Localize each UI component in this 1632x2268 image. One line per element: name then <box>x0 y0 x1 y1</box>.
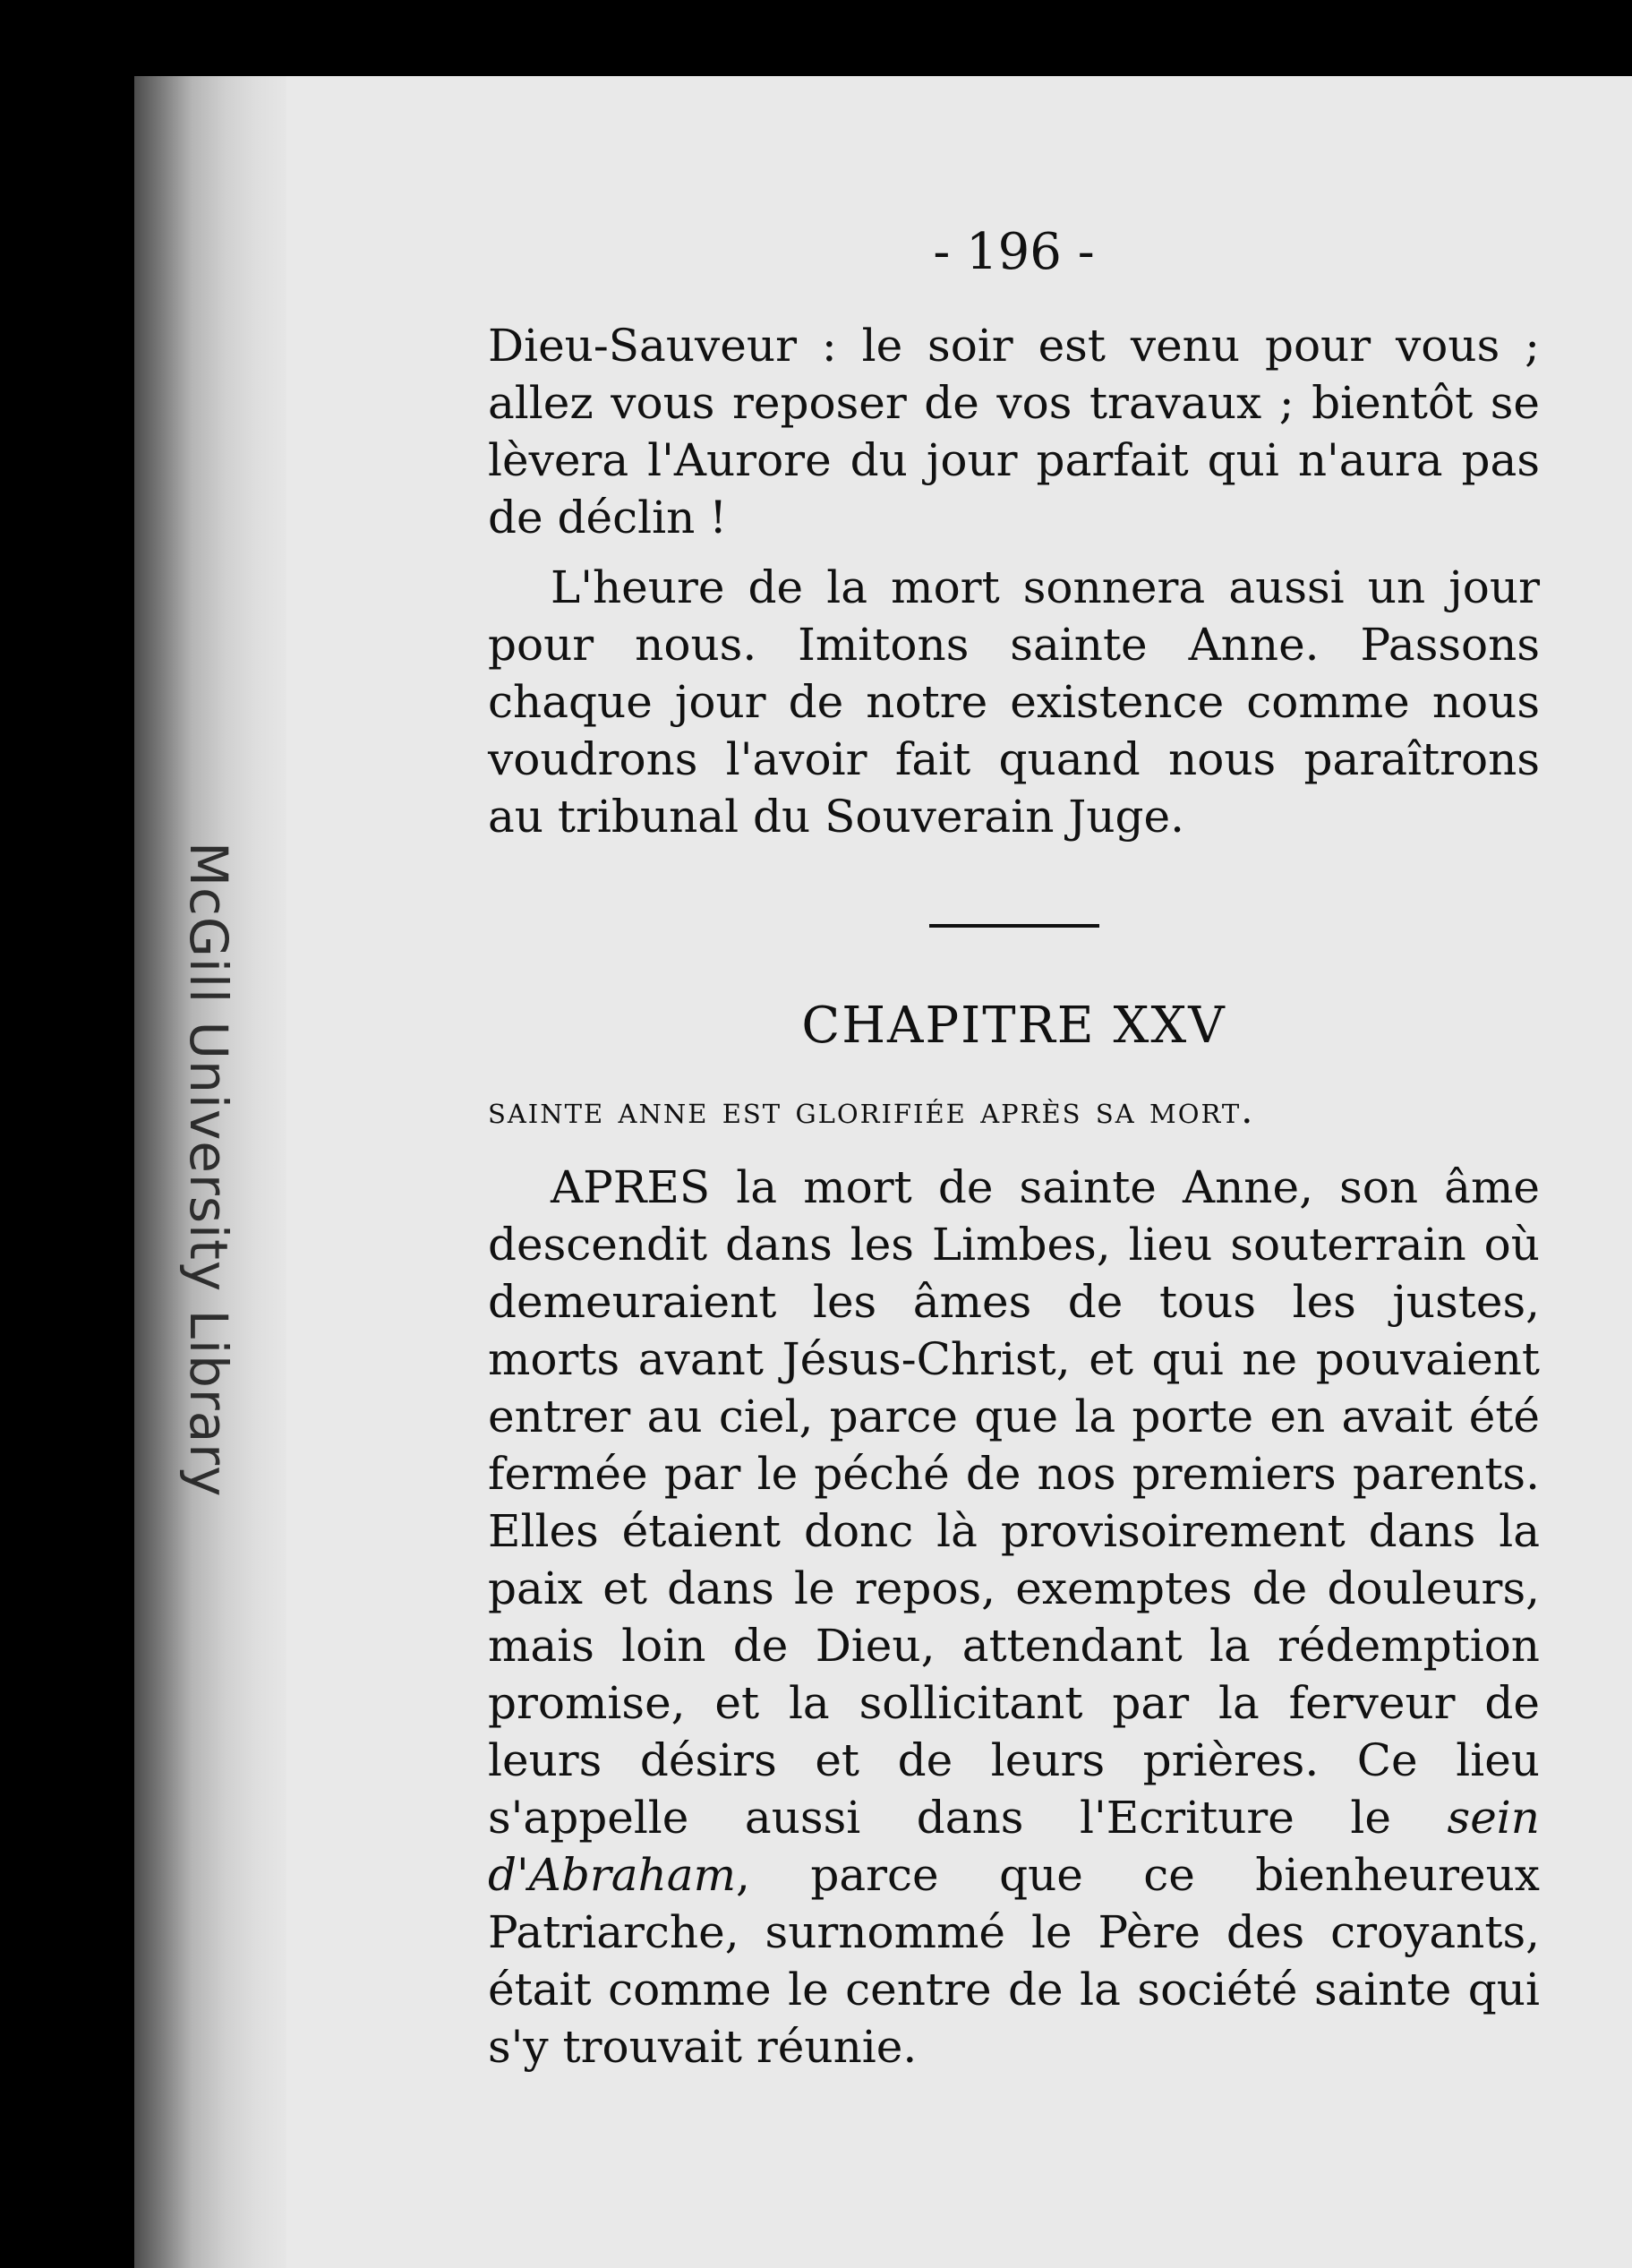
chapter-title: CHAPITRE XXV <box>801 997 1226 1055</box>
paragraph-2: L'heure de la mort sonnera aussi un jour pour nous. Imitons sainte Anne. Passons chaque jour de notre existence comme nous voudrons l'avoir fait quand nous paraîtrons au tribunal du Souverain Juge. <box>488 561 1540 843</box>
paragraph-3-text-end: , parce que ce bienheureux Patriarche, surnommé le Père des croyants, était comme le centre de la société sainte qui s'y trouvait réunie. <box>488 1849 1540 2073</box>
paragraph-3-opening-word: APRES <box>551 1161 711 1213</box>
page-number: - 196 - <box>933 223 1095 281</box>
paragraph-1: Dieu-Sauveur : le soir est venu pour vous ; allez vous reposer de vos travaux ; bientôt se lèvera l'Aurore du jour parfait qui n'aura pas de déclin ! <box>488 320 1540 543</box>
section-divider <box>929 924 1099 928</box>
chapter-subtitle: sainte anne est glorifiée après sa mort. <box>488 1088 1255 1132</box>
page-text <box>488 224 1540 2075</box>
spine-library-label: McGill University Library <box>178 842 239 1498</box>
paragraph-3 <box>488 1159 1540 2075</box>
paragraph-3-text: la mort de sainte Anne, son âme descendit dans les Limbes, lieu souterrain où demeuraient les âmes de tous les justes, morts avant Jésus-Christ, et qui ne pouvaient entrer au ciel, parce que la porte en avait été fermée par le péché de nos premiers parents. Elles étaient donc là provisoirement dans la paix et dans le repos, exemptes de douleurs, mais loin de Dieu, attendant la rédemption promise, et la sollicitant par la ferveur de leurs désirs et de leurs prières. Ce lieu s'appelle aussi dans l'Ecriture le <box>488 1161 1540 1844</box>
paragraph-3-italic: sein d'Abraham <box>488 1792 1540 1901</box>
